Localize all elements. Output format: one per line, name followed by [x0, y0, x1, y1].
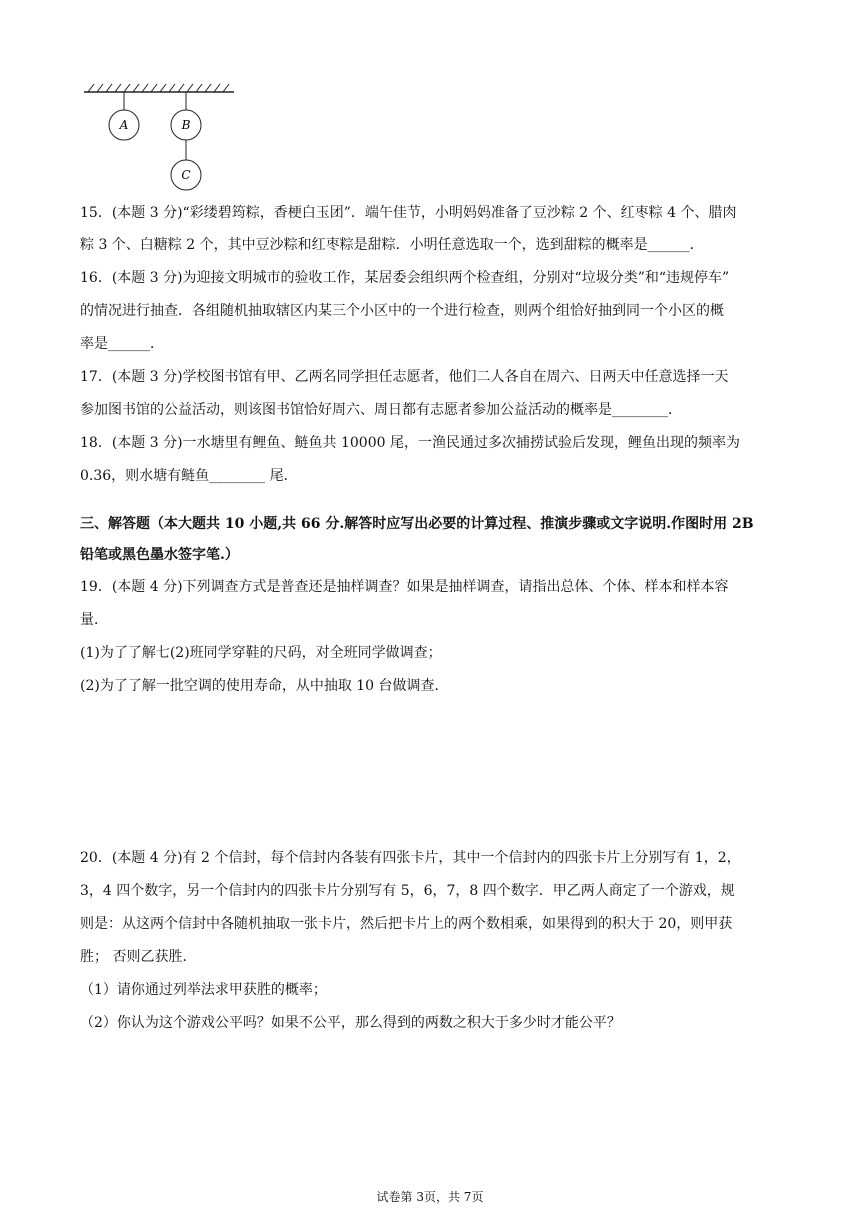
q20-sub1: （1）请你通过列举法求甲获胜的概率；	[80, 982, 327, 998]
ceiling-hatch	[88, 84, 229, 92]
q20-line1: 20．(本题 4 分)有 2 个信封，每个信封内各装有四张卡片，其中一个信封内的四张卡片上分别写有 1，2，	[80, 850, 741, 866]
q20-line2: 3，4 四个数字，另一个信封内的四张卡片分别写有 5，6，7，8 四个数字．甲乙两人商定了一个游戏，规	[80, 883, 735, 899]
page-footer: 试卷第 3页，共 7页	[376, 1190, 484, 1204]
label-a: A	[119, 118, 129, 132]
q17-line2: 参加图书馆的公益活动，则该图书馆恰好周六、周日都有志愿者参加公益活动的概率是________．	[80, 402, 682, 418]
label-c: C	[181, 168, 191, 182]
q20-line4: 胜； 否则乙获胜．	[80, 949, 197, 965]
q16-line2: 的情况进行抽查．各组随机抽取辖区内某三个小区中的一个进行检查，则两个组恰好抽到同一个小区的概	[80, 303, 724, 319]
pendulum-diagram	[84, 82, 244, 194]
q17-line1: 17．(本题 3 分)学校图书馆有甲、乙两名同学担任志愿者，他们二人各自在周六、日两天中任意选择一天	[80, 369, 729, 385]
q19-line2: 量．	[80, 612, 108, 628]
q19-sub1: (1)为了了解七(2)班同学穿鞋的尺码，对全班同学做调查；	[80, 645, 442, 661]
q18-line1: 18．(本题 3 分)一水塘里有鲤鱼、鲢鱼共 10000 尾，一渔民通过多次捕捞试验后发现，鲤鱼出现的频率为	[80, 435, 740, 451]
q16-line3: 率是______．	[80, 336, 164, 352]
q15-line2: 粽 3 个、白糖粽 2 个，其中豆沙粽和红枣粽是甜粽．小明任意选取一个，选到甜粽的概率是______．	[80, 237, 704, 253]
q20-line3: 则是：从这两个信封中各随机抽取一张卡片，然后把卡片上的两个数相乘，如果得到的积大于 20，则甲获	[80, 916, 733, 932]
q19-line1: 19．(本题 4 分)下列调查方式是普查还是抽样调查？如果是抽样调查，请指出总体、个体、样本和样本容	[80, 579, 729, 595]
label-b: B	[181, 118, 191, 132]
q19-sub2: (2)为了了解一批空调的使用寿命，从中抽取 10 台做调查．	[80, 678, 449, 694]
section3-heading-line1: 三、解答题（本大题共 10 小题,共 66 分.解答时应写出必要的计算过程、推演步骤或文字说明.作图时用 2B	[80, 516, 754, 532]
q18-line2: 0.36，则水塘有鲢鱼________ 尾．	[80, 468, 298, 484]
q20-sub2: （2）你认为这个游戏公平吗？如果不公平，那么得到的两数之积大于多少时才能公平？	[80, 1015, 621, 1031]
section3-heading-line2: 铅笔或黑色墨水签字笔.）	[80, 547, 239, 563]
q16-line1: 16．(本题 3 分)为迎接文明城市的验收工作，某居委会组织两个检查组，分别对“垃圾分类”和“违规停车”	[80, 270, 730, 286]
q15-line1: 15．(本题 3 分)“彩缕碧筠粽，香梗白玉团”．端午佳节，小明妈妈准备了豆沙粽 2 个、红枣粽 4 个、腊肉	[80, 205, 737, 221]
